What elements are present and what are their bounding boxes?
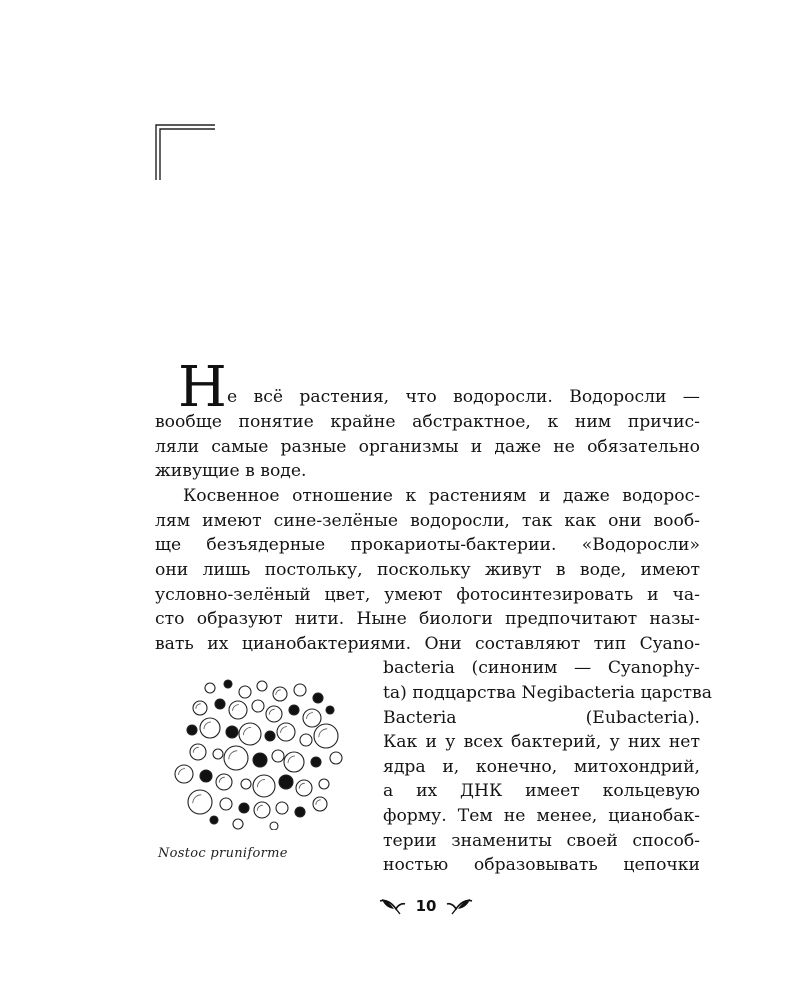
dark-cell xyxy=(311,757,321,767)
cell xyxy=(200,718,220,738)
right-leaf-icon xyxy=(446,895,474,917)
dark-cell xyxy=(215,699,225,709)
dark-cell xyxy=(253,753,267,767)
text-line: ядра и, конечно, митохондрий, xyxy=(383,757,700,777)
text-line: ta) подцарства Negibacteria царства xyxy=(383,683,712,703)
dark-cell xyxy=(313,693,323,703)
cell xyxy=(252,700,264,712)
cell xyxy=(319,779,329,789)
cell xyxy=(224,746,248,770)
cell xyxy=(303,709,321,727)
cell xyxy=(284,752,304,772)
cell xyxy=(294,684,306,696)
drop-cap: Н xyxy=(178,355,227,420)
dark-cell xyxy=(326,706,334,714)
cell xyxy=(330,752,342,764)
text-line: ляли самые разные организмы и даже не обязательно xyxy=(155,437,700,457)
text-line: лям имеют сине-зелёные водоросли, так как они вооб- xyxy=(155,511,700,531)
dark-cell xyxy=(289,705,299,715)
text-line: форму. Тем не менее, цианобак- xyxy=(383,806,700,826)
text-line: условно-зелёный цвет, умеют фотосинтезировать и ча- xyxy=(155,585,700,605)
text-line: они лишь постольку, поскольку живут в воде, имеют xyxy=(155,560,700,580)
text-line: вать их цианобактериями. Они составляют тип Cyano- xyxy=(155,634,700,654)
text-line: Как и у всех бактерий, у них нет xyxy=(383,732,700,752)
text-line: ще безъядерные прокариоты-бактерии. «Водоросли» xyxy=(155,535,700,555)
dark-cell xyxy=(239,803,249,813)
dark-cell xyxy=(210,816,218,824)
dark-cell xyxy=(295,807,305,817)
cell xyxy=(241,779,251,789)
cell xyxy=(190,744,206,760)
text-line: ностью образовывать цепочки xyxy=(383,855,700,875)
cell xyxy=(205,683,215,693)
cell xyxy=(314,724,338,748)
page-number-ornament xyxy=(370,893,480,921)
cell xyxy=(253,775,275,797)
page-number: 10 xyxy=(415,897,437,915)
text-line: сто образуют нити. Ныне биологи предпочитают назы- xyxy=(155,609,700,629)
cell xyxy=(216,774,232,790)
dark-cell xyxy=(224,680,232,688)
cell xyxy=(276,802,288,814)
cell xyxy=(220,798,232,810)
text-line: bacteria (синоним — Cyanophy- xyxy=(383,658,700,678)
dark-cell xyxy=(279,775,293,789)
dark-cell xyxy=(226,726,238,738)
cell xyxy=(239,723,261,745)
cell xyxy=(277,723,295,741)
cell xyxy=(239,686,251,698)
corner-bracket-ornament xyxy=(155,124,215,180)
left-leaf-icon xyxy=(378,895,406,917)
nostoc-illustration xyxy=(170,670,350,830)
cell xyxy=(270,822,278,830)
cell xyxy=(233,819,243,829)
cell xyxy=(272,750,284,762)
text-line: Косвенное отношение к растениям и даже водорос- xyxy=(183,486,700,506)
text-line: живущие в воде. xyxy=(155,461,307,481)
cell xyxy=(175,765,193,783)
figure-caption: Nostoc pruniforme xyxy=(158,846,288,861)
dark-cell xyxy=(200,770,212,782)
dark-cell xyxy=(265,731,275,741)
text-line: терии знамениты своей способ- xyxy=(383,831,700,851)
cell xyxy=(313,797,327,811)
text-line: Bacteria (Eubacteria). xyxy=(383,708,700,728)
cell xyxy=(300,734,312,746)
cell xyxy=(257,681,267,691)
text-line: а их ДНК имеет кольцевую xyxy=(383,781,700,801)
cell xyxy=(296,780,312,796)
text-line: е всё растения, что водоросли. Водоросли — xyxy=(227,387,700,407)
text-line: вообще понятие крайне абстрактное, к ним причис- xyxy=(155,412,700,432)
cell xyxy=(213,749,223,759)
cell xyxy=(188,790,212,814)
dark-cell xyxy=(187,725,197,735)
cell xyxy=(273,687,287,701)
cell xyxy=(266,706,282,722)
cell xyxy=(254,802,270,818)
cell xyxy=(193,701,207,715)
cell xyxy=(229,701,247,719)
